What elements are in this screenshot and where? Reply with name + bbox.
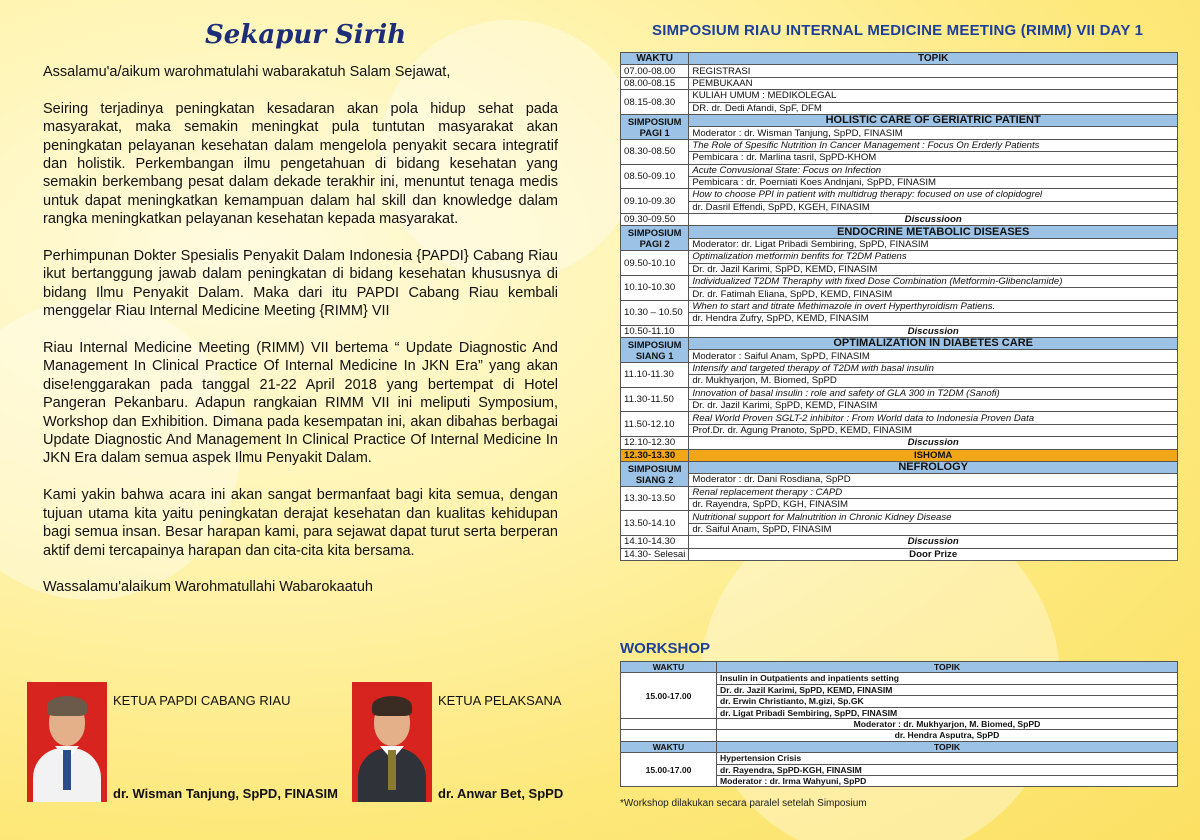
table-row	[621, 753, 1178, 764]
topic-cell: Individualized T2DM Theraphy with fixed Dose Combination (Metformin-Glibenclamide)	[689, 276, 1178, 288]
session-label-line: SIMPOSIUM	[627, 227, 682, 239]
session-label-line: SIMPOSIUM	[627, 338, 682, 350]
ishoma-cell: ISHOMA	[689, 449, 1178, 461]
table-row	[621, 65, 1178, 77]
session-title: ENDOCRINE METABOLIC DISEASES	[689, 226, 1178, 238]
workshop-line: dr. Erwin Christianto, M.gizi, Sp.GK	[717, 696, 1178, 707]
session-label	[621, 337, 689, 362]
table-row	[621, 164, 1178, 176]
time-cell: 12.10-12.30	[621, 437, 689, 449]
discussion-row	[621, 214, 1178, 226]
discussion-row	[621, 325, 1178, 337]
table-row	[621, 102, 1178, 114]
moderator: Moderator : dr. Wisman Tanjung, SpPD, FINASIM	[689, 127, 1178, 139]
topic-cell: When to start and titrate Methimazole in overt Hyperthyroidism Patiens.	[689, 300, 1178, 312]
session-header-row	[621, 337, 1178, 349]
time-cell: 11.30-11.50	[621, 387, 689, 412]
schedule-title: SIMPOSIUM RIAU INTERNAL MEDICINE MEETING (RIMM) VII DAY 1	[652, 22, 1144, 39]
workshop-table	[620, 661, 1178, 787]
table-row	[621, 201, 1178, 213]
time-cell: 09.50-10.10	[621, 251, 689, 276]
time-cell: 08.50-09.10	[621, 164, 689, 189]
closing: Wassalamu'alaikum Warohmatullahi Wabarokaatuh	[43, 579, 373, 596]
table-header-row	[621, 741, 1178, 752]
time-cell: 10.10-10.30	[621, 276, 689, 301]
table-row	[621, 276, 1178, 288]
speaker-cell: Dr. dr. Fatimah Eliana, SpPD, KEMD, FINASIM	[689, 288, 1178, 300]
topic-cell: PEMBUKAAN	[689, 77, 1178, 89]
session-label-line: SIANG 1	[635, 349, 674, 361]
speaker-cell: dr. Hendra Zufry, SpPD, KEMD, FINASIM	[689, 313, 1178, 325]
topic-cell: Intensify and targeted therapy of T2DM with basal insulin	[689, 362, 1178, 374]
session-label	[621, 114, 689, 139]
table-row	[621, 90, 1178, 102]
table-header-row	[621, 53, 1178, 65]
speaker-cell: DR. dr. Dedi Afandi, SpF, DFM	[689, 102, 1178, 114]
paragraph: Kami yakin bahwa acara ini akan sangat bermanfaat bagi kita semua, dengan tujuan utama kita yaitu peningkatan derajat kesehatan dan kualitas kehidupan bagi semua insan. Besar harapan kami, para sejawat dapat turut serta berperan aktif demi tercapainya harapan dan cita-cita kita bersama.	[43, 487, 558, 559]
workshop-line: dr. Ligat Pribadi Sembiring, SpPD, FINASIM	[717, 707, 1178, 718]
time-cell: 11.10-11.30	[621, 362, 689, 387]
time-cell: 08.30-08.50	[621, 139, 689, 164]
speaker-cell: Pembicara : dr. Poerniati Koes Andnjani, SpPD, FINASIM	[689, 176, 1178, 188]
page-title: Sekapur Sirih	[205, 20, 407, 50]
workshop-line: Moderator : dr. Irma Wahyuni, SpPD	[717, 776, 1178, 787]
time-cell: 10.30 – 10.50	[621, 300, 689, 325]
session-title: NEFROLOGY	[689, 461, 1178, 473]
header-topik: TOPIK	[717, 662, 1178, 673]
topic-cell: Optimalization metformin benfits for T2DM Patiens	[689, 251, 1178, 263]
table-row	[621, 486, 1178, 498]
signer1-photo	[27, 682, 107, 802]
session-label-line: SIMPOSIUM	[627, 462, 682, 474]
header-topik: TOPIK	[717, 741, 1178, 752]
discussion-cell: Discussion	[689, 437, 1178, 449]
discussion-cell: Discussioon	[689, 214, 1178, 226]
time-cell: 08.15-08.30	[621, 90, 689, 115]
table-header-row	[621, 662, 1178, 673]
workshop-line: Dr. dr. Jazil Karimi, SpPD, KEMD, FINASIM	[717, 684, 1178, 695]
table-row	[621, 424, 1178, 436]
ishoma-row	[621, 449, 1178, 461]
table-row	[621, 152, 1178, 164]
header-waktu: WAKTU	[621, 662, 717, 673]
signer2-role: KETUA PELAKSANA	[438, 693, 562, 708]
session-label	[621, 226, 689, 251]
speaker-cell: dr. Dasril Effendi, SpPD, KGEH, FINASIM	[689, 201, 1178, 213]
discussion-row	[621, 437, 1178, 449]
session-label	[621, 461, 689, 486]
session-title: OPTIMALIZATION IN DIABETES CARE	[689, 337, 1178, 349]
signer2-photo	[352, 682, 432, 802]
topic-cell: The Role of Spesific Nutrition In Cancer Management : Focus On Erderly Patients	[689, 139, 1178, 151]
table-row	[621, 499, 1178, 511]
header-topik: TOPIK	[689, 53, 1178, 65]
time-cell: 14.10-14.30	[621, 536, 689, 548]
paragraph: Perhimpunan Dokter Spesialis Penyakit Dalam Indonesia {PAPDI} Cabang Riau ikut bertanggung jawab dalam peningkatan di bidang kesehatan khususnya di bidang Ilmu Penyakit Dalam. Maka dari itu PAPDI Cabang Riau kembali menggelar Riau Internal Medicine Meeting {RIMM} VII	[43, 248, 558, 320]
table-row	[621, 673, 1178, 684]
moderator-row	[621, 350, 1178, 362]
session-header-row	[621, 226, 1178, 238]
topic-cell: REGISTRASI	[689, 65, 1178, 77]
table-row	[621, 730, 1178, 741]
moderator-row	[621, 238, 1178, 250]
time-cell: 07.00-08.00	[621, 65, 689, 77]
session-label-line: SIMPOSIUM	[627, 115, 682, 127]
moderator-row	[621, 474, 1178, 486]
empty-cell	[621, 730, 717, 741]
table-row	[621, 523, 1178, 535]
header-waktu: WAKTU	[621, 53, 689, 65]
speaker-cell: Dr. dr. Jazil Karimi, SpPD, KEMD, FINASIM	[689, 399, 1178, 411]
table-row	[621, 263, 1178, 275]
time-cell: 08.00-08.15	[621, 77, 689, 89]
discussion-cell: Discussion	[689, 325, 1178, 337]
speaker-cell: Pembicara : dr. Marlina tasril, SpPD-KHOM	[689, 152, 1178, 164]
time-cell: 13.50-14.10	[621, 511, 689, 536]
empty-cell	[621, 719, 717, 730]
discussion-row	[621, 536, 1178, 548]
table-row	[621, 719, 1178, 730]
workshop-line: dr. Hendra Asputra, SpPD	[717, 730, 1178, 741]
workshop-note: *Workshop dilakukan secara paralel setelah Simposium	[620, 798, 867, 809]
discussion-cell: Discussion	[689, 536, 1178, 548]
door-prize-row	[621, 548, 1178, 560]
table-row	[621, 176, 1178, 188]
table-row	[621, 375, 1178, 387]
workshop-time: 15.00-17.00	[621, 673, 717, 719]
table-row	[621, 77, 1178, 89]
session-title: HOLISTIC CARE OF GERIATRIC PATIENT	[689, 114, 1178, 126]
table-row	[621, 399, 1178, 411]
paragraph: Riau Internal Medicine Meeting (RIMM) VII bertema “ Update Diagnostic And Management In Clinical Practice Of Internal Medicine In JKN Era” yang akan dise!enggarakan pada tanggal 21-22 April 2018 yang bertempat di Hotel Pangeran Pekanbaru. Adapun rangkaian RIMM VII ini meliputi Symposium, Workshop dan Exhibition. Dimana pada kesempatan ini, akan dibahas berbagai Update Diagnostic And Management In Clinical Practice Of Internal Medicine In JKN Era dalam semua aspek Ilmu Penyakit Dalam.	[43, 340, 558, 467]
moderator: Moderator : Saiful Anam, SpPD, FINASIM	[689, 350, 1178, 362]
table-row	[621, 412, 1178, 424]
time-cell: 11.50-12.10	[621, 412, 689, 437]
speaker-cell: dr. Rayendra, SpPD, KGH, FINASIM	[689, 499, 1178, 511]
signer2-name: dr. Anwar Bet, SpPD	[438, 786, 564, 801]
table-row	[621, 511, 1178, 523]
time-cell: 09.30-09.50	[621, 214, 689, 226]
moderator: Moderator: dr. Ligat Pribadi Sembiring, SpPD, FINASIM	[689, 238, 1178, 250]
topic-cell: Acute Convusional State: Focus on Infection	[689, 164, 1178, 176]
time-cell: 13.30-13.50	[621, 486, 689, 511]
time-cell: 09.10-09.30	[621, 189, 689, 214]
table-row	[621, 387, 1178, 399]
speaker-cell: dr. Mukhyarjon, M. Biomed, SpPD	[689, 375, 1178, 387]
table-row	[621, 362, 1178, 374]
time-cell: 10.50-11.10	[621, 325, 689, 337]
time-cell: 14.30- Selesai	[621, 548, 689, 560]
topic-cell: KULIAH UMUM : MEDIKOLEGAL	[689, 90, 1178, 102]
table-row	[621, 313, 1178, 325]
workshop-line: Insulin in Outpatients and inpatients setting	[717, 673, 1178, 684]
moderator: Moderator : dr. Dani Rosdiana, SpPD	[689, 474, 1178, 486]
topic-cell: Nutritional support for Malnutrition in Chronic Kidney Disease	[689, 511, 1178, 523]
topic-cell: Renal replacement therapy : CAPD	[689, 486, 1178, 498]
table-row	[621, 300, 1178, 312]
paragraph: Seiring terjadinya peningkatan kesadaran akan pola hidup sehat pada masyarakat, maka semakin meningkat pula tuntutan masyarakat akan peningkatan pelayanan kesehatan dalam mengelola penyakit secara integratif dan holistik. Perkembangan ilmu pengetahuan di bidang kesehatan yang semakin berkembang pesat dalam dekade terakhir ini, menuntut tenaga medis untuk dapat meningkatkan kemampuan dalam hal skill dan knowledge dalam rangka meningkatkan pelayanan kesehatan kepada masyarakat.	[43, 100, 558, 228]
topic-cell: How to choose PPI in patient with multidrug therapy: focused on use of clopidogrel	[689, 189, 1178, 201]
speaker-cell: Prof.Dr. dr. Agung Pranoto, SpPD, KEMD, FINASIM	[689, 424, 1178, 436]
speaker-cell: dr. Saiful Anam, SpPD, FINASIM	[689, 523, 1178, 535]
letter-body	[43, 63, 558, 615]
table-row	[621, 251, 1178, 263]
signer1-name: dr. Wisman Tanjung, SpPD, FINASIM	[113, 786, 338, 801]
workshop-line: dr. Rayendra, SpPD-KGH, FINASIM	[717, 764, 1178, 775]
session-label-line: PAGI 1	[639, 126, 670, 138]
header-waktu: WAKTU	[621, 741, 717, 752]
greeting: Assalamu'a/aikum warohmatulahi wabarakatuh Salam Sejawat,	[43, 64, 451, 80]
session-header-row	[621, 461, 1178, 473]
session-label-line: SIANG 2	[635, 473, 674, 485]
session-label-line: PAGI 2	[639, 238, 670, 250]
workshop-title: WORKSHOP	[620, 640, 710, 657]
table-row	[621, 139, 1178, 151]
door-prize-cell: Door Prize	[689, 548, 1178, 560]
schedule-table	[620, 52, 1178, 561]
time-cell: 12.30-13.30	[621, 449, 689, 461]
workshop-line: Hypertension Crisis	[717, 753, 1178, 764]
workshop-time: 15.00-17.00	[621, 753, 717, 787]
signer1-role: KETUA PAPDI CABANG RIAU	[113, 693, 291, 708]
table-row	[621, 189, 1178, 201]
table-row	[621, 288, 1178, 300]
topic-cell: Real World Proven SGLT-2 inhibitor : From World data to Indonesia Proven Data	[689, 412, 1178, 424]
schedule-body	[621, 65, 1178, 561]
session-header-row	[621, 114, 1178, 126]
workshop-line: Moderator : dr. Mukhyarjon, M. Biomed, SpPD	[717, 719, 1178, 730]
moderator-row	[621, 127, 1178, 139]
speaker-cell: Dr. dr. Jazil Karimi, SpPD, KEMD, FINASIM	[689, 263, 1178, 275]
topic-cell: Innovation of basal insulin : role and safety of GLA 300 in T2DM (Sanofi)	[689, 387, 1178, 399]
